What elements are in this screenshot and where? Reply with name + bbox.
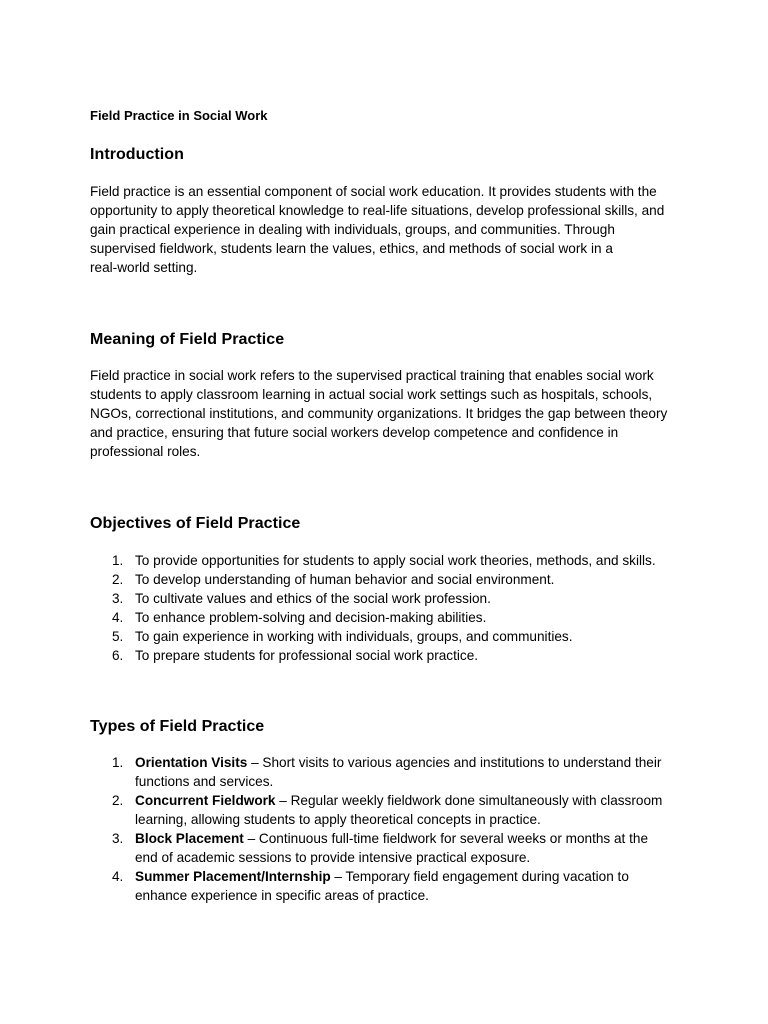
list-item-continuation: enhance experience in specific areas of practice. bbox=[135, 888, 429, 903]
paragraph-line: Field practice is an essential component of social work education. It provides students with the bbox=[90, 184, 657, 199]
list-number: 1. bbox=[112, 553, 124, 568]
list-item bbox=[90, 589, 690, 608]
list-number: 2. bbox=[112, 793, 124, 808]
list-item-term: Concurrent Fieldwork bbox=[135, 793, 276, 808]
list-item bbox=[90, 570, 690, 589]
introduction-heading: Introduction bbox=[90, 146, 184, 163]
types-list bbox=[90, 753, 690, 905]
list-item-description: – Temporary field engagement during vacation to bbox=[330, 869, 629, 884]
list-item bbox=[90, 791, 690, 829]
list-number: 3. bbox=[112, 831, 124, 846]
list-item bbox=[90, 646, 690, 665]
introduction-paragraph bbox=[90, 182, 690, 277]
paragraph-line: gain practical experience in dealing with individuals, groups, and communities. Through bbox=[90, 222, 615, 237]
list-item bbox=[90, 608, 690, 627]
paragraph-line: Field practice in social work refers to the supervised practical training that enables social work bbox=[90, 368, 654, 383]
list-number: 1. bbox=[112, 755, 124, 770]
list-number: 3. bbox=[112, 591, 124, 606]
list-item-continuation: learning, allowing students to apply theoretical concepts in practice. bbox=[135, 812, 541, 827]
list-item-text: To enhance problem-solving and decision-making abilities. bbox=[135, 610, 487, 625]
list-item-line bbox=[135, 753, 690, 772]
list-item-line bbox=[135, 791, 690, 810]
list-item bbox=[90, 867, 690, 905]
list-number: 2. bbox=[112, 572, 124, 587]
paragraph-line: opportunity to apply theoretical knowledge to real-life situations, develop professional skills, and bbox=[90, 203, 665, 218]
list-item-term: Block Placement bbox=[135, 831, 244, 846]
paragraph-line: and practice, ensuring that future social workers develop competence and confidence in bbox=[90, 425, 619, 440]
list-item bbox=[90, 627, 690, 646]
list-item-term: Summer Placement/Internship bbox=[135, 869, 331, 884]
list-item-line bbox=[135, 867, 690, 886]
list-number: 6. bbox=[112, 648, 124, 663]
list-number: 4. bbox=[112, 869, 124, 884]
objectives-list bbox=[90, 551, 690, 665]
paragraph-line: supervised fieldwork, students learn the values, ethics, and methods of social work in a bbox=[90, 241, 613, 256]
list-number: 4. bbox=[112, 610, 124, 625]
list-item-continuation: end of academic sessions to provide intensive practical exposure. bbox=[135, 850, 531, 865]
paragraph-line: students to apply classroom learning in actual social work settings such as hospitals, schools, bbox=[90, 387, 653, 402]
meaning-heading: Meaning of Field Practice bbox=[90, 331, 285, 348]
paragraph-line: NGOs, correctional institutions, and community organizations. It bridges the gap between theory bbox=[90, 406, 668, 421]
list-number: 5. bbox=[112, 629, 124, 644]
document-title: Field Practice in Social Work bbox=[90, 108, 268, 123]
list-item-description: – Continuous full-time fieldwork for several weeks or months at the bbox=[243, 831, 649, 846]
list-item-term: Orientation Visits bbox=[135, 755, 248, 770]
list-item-description: – Short visits to various agencies and institutions to understand their bbox=[247, 755, 662, 770]
list-item bbox=[90, 829, 690, 867]
list-item bbox=[90, 551, 690, 570]
list-item-text: To provide opportunities for students to apply social work theories, methods, and skills. bbox=[135, 553, 656, 568]
types-heading: Types of Field Practice bbox=[90, 718, 265, 735]
list-item-line bbox=[135, 829, 690, 848]
paragraph-line: real-world setting. bbox=[90, 260, 198, 275]
list-item-text: To develop understanding of human behavior and social environment. bbox=[135, 572, 555, 587]
list-item-text: To cultivate values and ethics of the social work profession. bbox=[135, 591, 491, 606]
list-item-description: – Regular weekly fieldwork done simultaneously with classroom bbox=[275, 793, 663, 808]
objectives-heading: Objectives of Field Practice bbox=[90, 515, 301, 532]
list-item-continuation: functions and services. bbox=[135, 774, 274, 789]
meaning-paragraph bbox=[90, 366, 690, 461]
list-item-text: To prepare students for professional social work practice. bbox=[135, 648, 479, 663]
list-item bbox=[90, 753, 690, 791]
paragraph-line: professional roles. bbox=[90, 444, 201, 459]
list-item-text: To gain experience in working with individuals, groups, and communities. bbox=[135, 629, 573, 644]
